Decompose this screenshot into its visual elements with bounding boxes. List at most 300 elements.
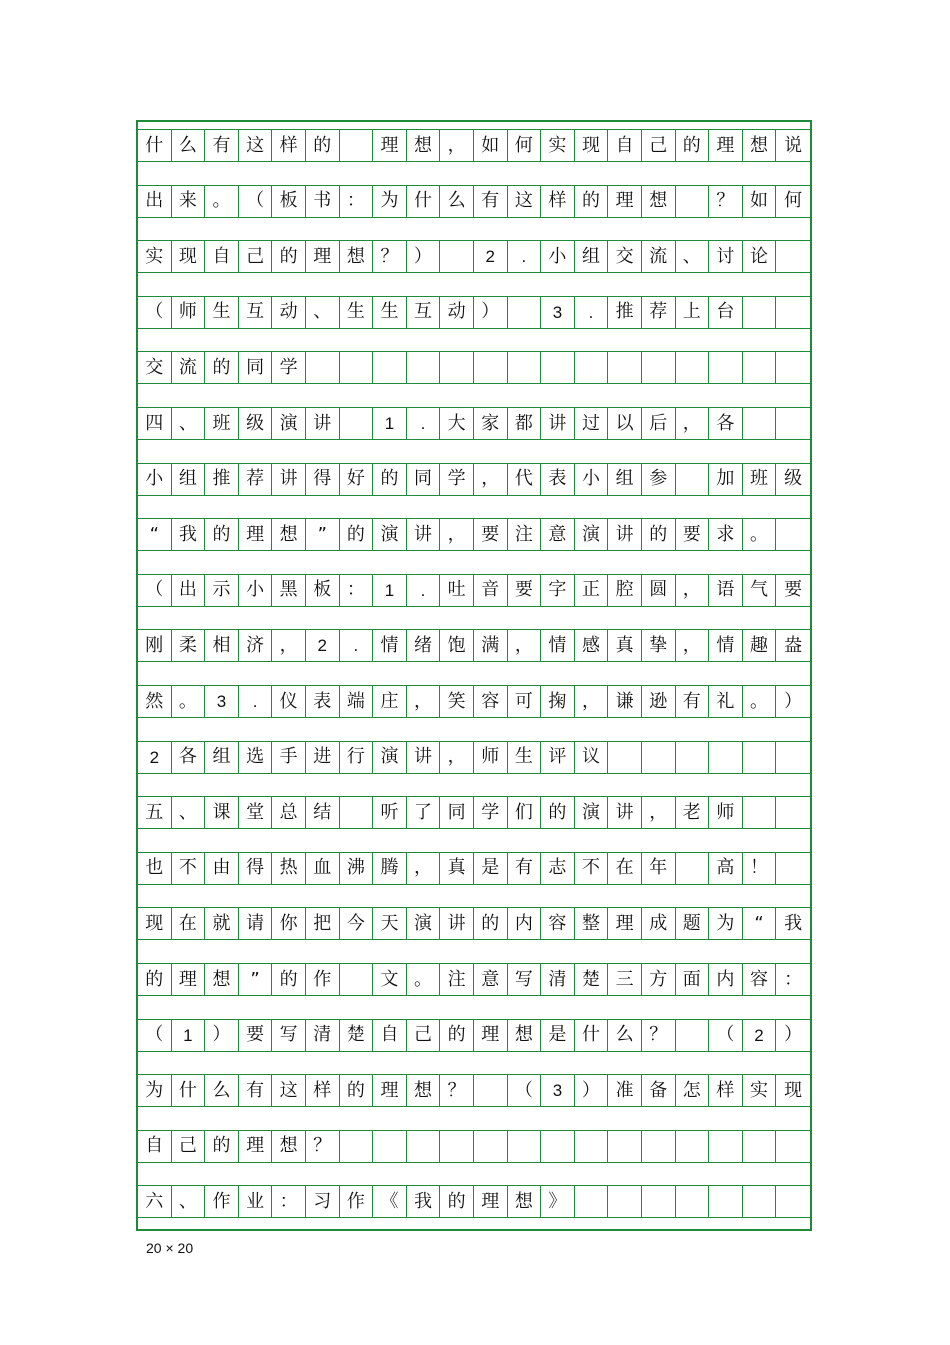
grid-cell [340,407,374,440]
grid-cell: （ [508,1074,542,1107]
grid-cell: 正 [575,574,609,607]
grid-cell: 生 [508,741,542,774]
grid-cell: 理 [608,185,642,218]
grid-cell: ， [440,129,474,162]
grid-cell: 师 [474,741,508,774]
grid-cell: 有 [676,685,710,718]
grid-cell: 演 [272,407,306,440]
grid-cell: 是 [541,1019,575,1052]
grid-cell: 的 [474,907,508,940]
grid-cell: 什 [172,1074,206,1107]
grid-cell [508,1130,542,1163]
grid-cell: 生 [373,296,407,329]
grid-cell: 讲 [440,907,474,940]
grid-cell: 掬 [541,685,575,718]
grid-cell: 1 [373,574,407,607]
grid-cell: 了 [407,796,441,829]
grid-cell: 讲 [407,741,441,774]
grid-cell: 在 [608,852,642,885]
grid-cell: 有 [205,129,239,162]
grid-cell: 演 [373,518,407,551]
grid-cell: 表 [306,685,340,718]
composition-grid-sheet [136,120,812,1231]
grid-cell: 内 [709,963,743,996]
grid-cell: 什 [575,1019,609,1052]
grid-cell [440,351,474,384]
grid-cell: （ [138,1019,172,1052]
grid-cell: 理 [373,1074,407,1107]
grid-cell: 把 [306,907,340,940]
grid-cell: 己 [239,240,273,273]
grid-cell: 面 [676,963,710,996]
grid-cell: 组 [205,741,239,774]
grid-cell: 讨 [709,240,743,273]
grid-cell: 写 [508,963,542,996]
grid-cell: 》 [541,1185,575,1218]
grid-cell: 推 [205,463,239,496]
grid-cell: 然 [138,685,172,718]
grid-cell [676,463,710,496]
grid-cell: ， [508,629,542,662]
grid-cell [776,1130,810,1163]
grid-cell: “ [743,907,777,940]
grid-cell: 现 [575,129,609,162]
grid-cell [608,1130,642,1163]
grid-cell: 2 [743,1019,777,1052]
grid-cell: ： [776,963,810,996]
grid-cell: 我 [407,1185,441,1218]
grid-row [138,852,810,885]
grid-cell: 为 [373,185,407,218]
grid-cell [743,351,777,384]
grid-cell: ） [575,1074,609,1107]
grid-cell: 内 [508,907,542,940]
grid-cell [709,1130,743,1163]
grid-cell: 荐 [239,463,273,496]
grid-cell: 这 [508,185,542,218]
grid-cell [743,796,777,829]
grid-cell [474,351,508,384]
grid-row [138,240,810,273]
grid-cell: 四 [138,407,172,440]
grid-cell: 选 [239,741,273,774]
grid-cell [642,1130,676,1163]
grid-cell: 满 [474,629,508,662]
grid-cell: 清 [541,963,575,996]
grid-cell: 么 [440,185,474,218]
grid-cell: 演 [575,518,609,551]
grid-cell [709,351,743,384]
grid-cell: 端 [340,685,374,718]
grid-cell: 热 [272,852,306,885]
grid-cell [676,1019,710,1052]
grid-cell: 意 [474,963,508,996]
grid-row [138,796,810,829]
grid-cell: 想 [340,240,374,273]
grid-cell: 字 [541,574,575,607]
grid-cell: 理 [608,907,642,940]
grid-cell: 业 [239,1185,273,1218]
grid-cell [676,1185,710,1218]
grid-cell: 容 [743,963,777,996]
grid-cell: 的 [340,1074,374,1107]
grid-cell: 行 [340,741,374,774]
grid-cell: 情 [709,629,743,662]
grid-cell: 气 [743,574,777,607]
grid-cell: 理 [709,129,743,162]
grid-cell: 方 [642,963,676,996]
grid-cell: 黑 [272,574,306,607]
grid-cell: 备 [642,1074,676,1107]
grid-cell: 准 [608,1074,642,1107]
grid-cell: 过 [575,407,609,440]
grid-cell: 么 [608,1019,642,1052]
grid-cell: 求 [709,518,743,551]
grid-cell [340,963,374,996]
grid-cell: 得 [306,463,340,496]
grid-cell: 各 [172,741,206,774]
grid-cell: （ [138,574,172,607]
grid-cell: 上 [676,296,710,329]
grid-cell: 论 [743,240,777,273]
grid-cell: 想 [508,1019,542,1052]
grid-cell: 组 [575,240,609,273]
grid-cell: 演 [373,741,407,774]
grid-cell: 流 [172,351,206,384]
grid-cell: ， [407,852,441,885]
grid-cell: 班 [743,463,777,496]
grid-cell: 六 [138,1185,172,1218]
grid-cell: 刚 [138,629,172,662]
grid-cell: 1 [172,1019,206,1052]
grid-cell: 来 [172,185,206,218]
grid-cell: 们 [508,796,542,829]
grid-row [138,741,810,774]
grid-cell: 3 [205,685,239,718]
grid-cell [508,351,542,384]
grid-cell [608,351,642,384]
grid-cell [340,796,374,829]
grid-cell: 容 [541,907,575,940]
grid-cell [676,852,710,885]
grid-cell: ！ [743,852,777,885]
grid-cell: 的 [575,185,609,218]
grid-cell: 老 [676,796,710,829]
grid-cell: 的 [676,129,710,162]
grid-cell: 后 [642,407,676,440]
grid-cell: 真 [440,852,474,885]
grid-row [138,185,810,218]
grid-cell: ， [440,518,474,551]
grid-cell [608,741,642,774]
grid-row [138,1019,810,1052]
grid-cell: ， [676,629,710,662]
grid-cell: 习 [306,1185,340,1218]
grid-cell: ” [306,518,340,551]
grid-cell: 课 [205,796,239,829]
grid-cell: 题 [676,907,710,940]
grid-cell [743,741,777,774]
grid-cell: ） [776,1019,810,1052]
grid-cell: 说 [776,129,810,162]
grid-cell: 的 [205,518,239,551]
grid-cell: 这 [239,129,273,162]
grid-cell: 评 [541,741,575,774]
grid-cell: 的 [373,463,407,496]
grid-cell: 组 [608,463,642,496]
grid-cell: 3 [541,1074,575,1107]
grid-cell: 大 [440,407,474,440]
grid-cell: 讲 [272,463,306,496]
grid-cell: 己 [642,129,676,162]
grid-cell: ， [575,685,609,718]
grid-cell [709,741,743,774]
grid-cell: 同 [239,351,273,384]
grid-cell: 情 [373,629,407,662]
grid-cell: 吐 [440,574,474,607]
grid-row [138,407,810,440]
grid-cell: 不 [172,852,206,885]
grid-cell: ？ [642,1019,676,1052]
grid-cell: 也 [138,852,172,885]
grid-cell: 容 [474,685,508,718]
grid-cell [474,1130,508,1163]
grid-cell: 小 [575,463,609,496]
grid-cell [373,351,407,384]
grid-cell: 级 [239,407,273,440]
grid-cell: 讲 [541,407,575,440]
grid-cell [608,1185,642,1218]
grid-cell: 如 [474,129,508,162]
grid-cell [776,741,810,774]
grid-cell: 板 [272,185,306,218]
grid-cell [642,351,676,384]
grid-cell: 的 [306,129,340,162]
grid-cell [776,518,810,551]
grid-cell: 的 [138,963,172,996]
grid-cell [776,296,810,329]
grid-cell: 什 [407,185,441,218]
grid-cell: 高 [709,852,743,885]
grid-cell [776,1185,810,1218]
grid-cell [306,351,340,384]
grid-row [138,1074,810,1107]
grid-cell: ： [272,1185,306,1218]
grid-cell: 楚 [340,1019,374,1052]
grid-cell: 生 [205,296,239,329]
grid-cell: 动 [440,296,474,329]
grid-cell: 注 [440,963,474,996]
grid-cell: 理 [474,1019,508,1052]
grid-cell: 有 [508,852,542,885]
grid-cell: 、 [306,296,340,329]
grid-cell: 绪 [407,629,441,662]
grid-cell: 己 [407,1019,441,1052]
grid-cell: 流 [642,240,676,273]
grid-cell: 得 [239,852,273,885]
grid-cell: “ [138,518,172,551]
grid-cell: 参 [642,463,676,496]
grid-cell: 师 [709,796,743,829]
grid-cell: 板 [306,574,340,607]
grid-cell: ？ [709,185,743,218]
grid-row [138,963,810,996]
grid-cell: 手 [272,741,306,774]
grid-cell: 样 [306,1074,340,1107]
grid-cell: 理 [306,240,340,273]
grid-cell: 整 [575,907,609,940]
grid-cell [340,351,374,384]
grid-cell: 逊 [642,685,676,718]
grid-cell: 小 [239,574,273,607]
grid-cell: （ [138,296,172,329]
grid-cell: 自 [608,129,642,162]
grid-cell: ） [776,685,810,718]
grid-cell [508,296,542,329]
grid-cell: ， [272,629,306,662]
grid-cell: 。 [205,185,239,218]
grid-cell: 、 [172,407,206,440]
grid-cell: ， [676,574,710,607]
grid-cell [642,741,676,774]
grid-row [138,629,810,662]
grid-cell: ， [407,685,441,718]
grid-cell: 理 [239,1130,273,1163]
grid-cell: 实 [541,129,575,162]
grid-cell: 腾 [373,852,407,885]
grid-cell: 家 [474,407,508,440]
grid-cell: ： [340,185,374,218]
grid-cell: 1 [373,407,407,440]
grid-cell: 么 [205,1074,239,1107]
grid-cell: 讲 [608,796,642,829]
grid-cell: 今 [340,907,374,940]
grid-cell: ， [474,463,508,496]
grid-cell: 要 [676,518,710,551]
grid-cell: 真 [608,629,642,662]
grid-cell: 想 [272,1130,306,1163]
grid-cell [676,185,710,218]
grid-cell: 柔 [172,629,206,662]
grid-row [138,296,810,329]
grid-cell [575,1130,609,1163]
grid-cell: 挚 [642,629,676,662]
grid-cell: 作 [205,1185,239,1218]
grid-cell: 荐 [642,296,676,329]
grid-cell: 学 [440,463,474,496]
grid-cell: . [239,685,273,718]
grid-cell: 表 [541,463,575,496]
grid-cell: 如 [743,185,777,218]
grid-cell: 想 [743,129,777,162]
grid-cell: 学 [272,351,306,384]
grid-cell: 3 [541,296,575,329]
grid-cell [743,1130,777,1163]
grid-cell: 礼 [709,685,743,718]
grid-cell [709,1185,743,1218]
grid-cell: 有 [474,185,508,218]
grid-cell: 堂 [239,796,273,829]
grid-cell: 的 [642,518,676,551]
grid-cell: 、 [172,1185,206,1218]
grid-row [138,574,810,607]
grid-cell: 理 [239,518,273,551]
grid-cell: 的 [541,796,575,829]
grid-cell: 意 [541,518,575,551]
grid-cell: 互 [407,296,441,329]
grid-cell [575,1185,609,1218]
grid-cell: 小 [138,463,172,496]
grid-cell: 讲 [306,407,340,440]
grid-cell: ： [340,574,374,607]
grid-cell: 成 [642,907,676,940]
grid-cell: 级 [776,463,810,496]
grid-cell: 样 [272,129,306,162]
grid-size-label: 20 × 20 [146,1240,194,1256]
grid-cell: 血 [306,852,340,885]
grid-cell: 什 [138,129,172,162]
grid-cell: ？ [306,1130,340,1163]
grid-cell: 情 [541,629,575,662]
grid-cell: 己 [172,1130,206,1163]
grid-row [138,1130,810,1163]
grid-cell: 进 [306,741,340,774]
grid-cell: 示 [205,574,239,607]
grid-cell: 加 [709,463,743,496]
grid-cell: ） [407,240,441,273]
grid-cell: 不 [575,852,609,885]
grid-cell: 么 [172,129,206,162]
grid-cell: 由 [205,852,239,885]
grid-cell: 要 [508,574,542,607]
grid-cell: ？ [440,1074,474,1107]
grid-cell [642,1185,676,1218]
grid-cell: 仪 [272,685,306,718]
grid-cell: 的 [440,1019,474,1052]
grid-cell: 的 [272,963,306,996]
grid-cell: 为 [709,907,743,940]
grid-cell: ， [676,407,710,440]
grid-cell: 自 [138,1130,172,1163]
grid-cell: （ [709,1019,743,1052]
grid-cell: 理 [172,963,206,996]
grid-cell [541,1130,575,1163]
grid-cell [440,240,474,273]
grid-cell [776,796,810,829]
grid-cell: 三 [608,963,642,996]
grid-cell: 都 [508,407,542,440]
grid-cell: 台 [709,296,743,329]
grid-cell: 班 [205,407,239,440]
grid-cell: 文 [373,963,407,996]
grid-row [138,129,810,162]
grid-cell: 。 [172,685,206,718]
grid-cell: 在 [172,907,206,940]
grid-cell: 代 [508,463,542,496]
grid-cell [474,1074,508,1107]
grid-cell: 是 [474,852,508,885]
grid-cell: 要 [474,518,508,551]
grid-cell: 可 [508,685,542,718]
grid-cell [440,1130,474,1163]
grid-row [138,1185,810,1218]
grid-cell [743,407,777,440]
grid-cell: 饱 [440,629,474,662]
grid-cell: 这 [272,1074,306,1107]
grid-cell: . [575,296,609,329]
grid-cell: 现 [172,240,206,273]
grid-cell [541,351,575,384]
